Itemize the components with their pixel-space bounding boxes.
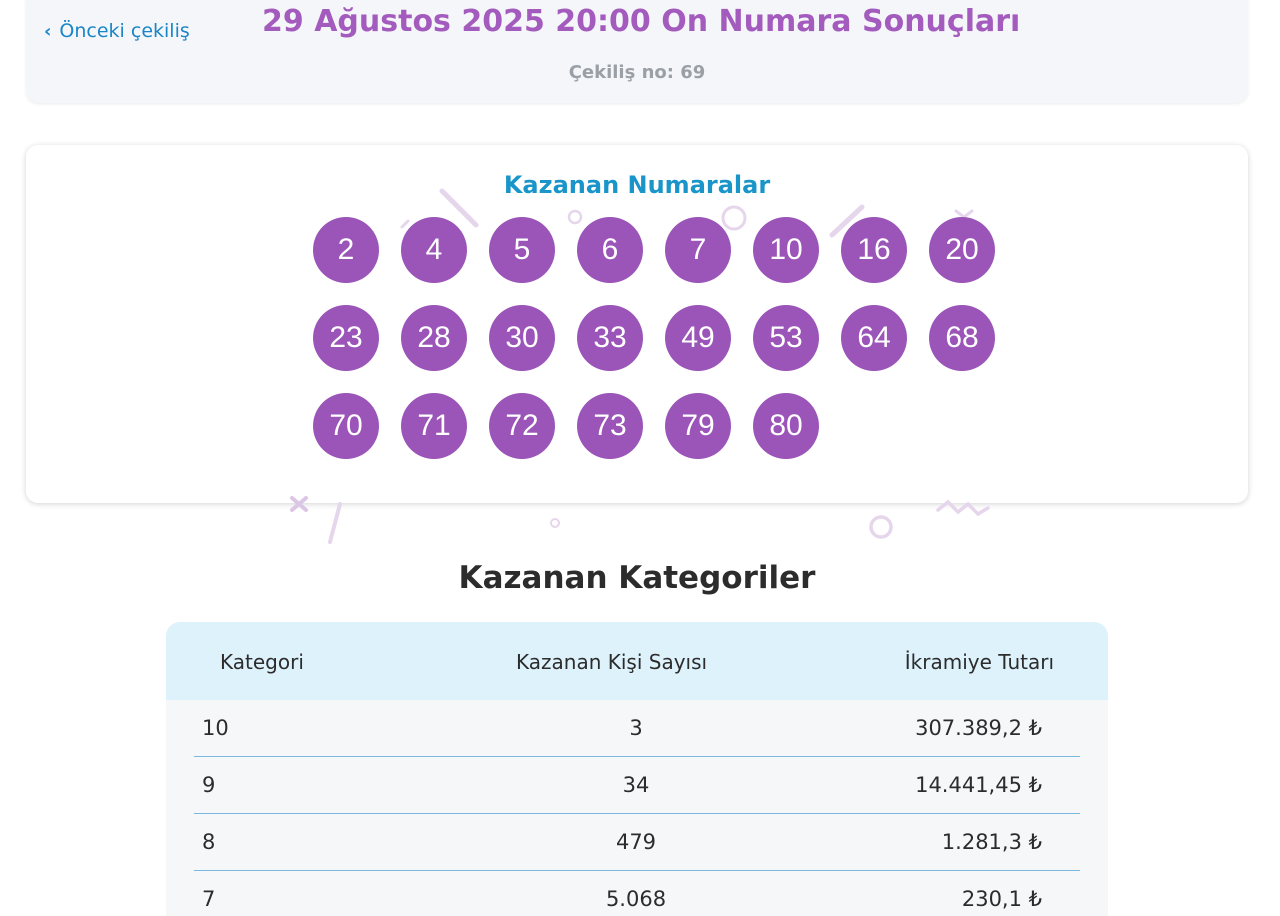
winning-numbers-card: [26, 145, 1248, 503]
number-balls: [313, 217, 1033, 459]
winners-cell: 479: [615, 830, 657, 854]
category-cell: 10: [202, 716, 229, 740]
number-ball: 73: [577, 393, 643, 459]
number-ball: 7: [665, 217, 731, 283]
number-ball: 5: [489, 217, 555, 283]
table-row: [194, 757, 1080, 814]
winners-cell: 34: [622, 773, 650, 797]
table-row: [194, 871, 1080, 916]
number-ball: 80: [753, 393, 819, 459]
number-ball: 33: [577, 305, 643, 371]
number-ball: 2: [313, 217, 379, 283]
categories-table: [166, 622, 1108, 916]
column-header-winners: Kazanan Kişi Sayısı: [516, 650, 708, 674]
amount-cell: 230,1 ₺: [961, 887, 1042, 911]
page-title: 29 Ağustos 2025 20:00 On Numara Sonuçları: [262, 4, 1021, 39]
number-ball: 6: [577, 217, 643, 283]
amount-cell: 307.389,2 ₺: [915, 716, 1042, 740]
number-ball: 4: [401, 217, 467, 283]
number-ball: 68: [929, 305, 995, 371]
previous-draw-link[interactable]: [44, 20, 190, 42]
number-ball: 28: [401, 305, 467, 371]
draw-number: Çekiliş no: 69: [568, 62, 706, 83]
winning-numbers-title: Kazanan Numaralar: [503, 171, 771, 199]
winning-categories-title: Kazanan Kategoriler: [458, 560, 816, 596]
number-ball: 72: [489, 393, 555, 459]
table-header: [166, 622, 1108, 700]
number-ball: 53: [753, 305, 819, 371]
category-cell: 7: [202, 887, 216, 911]
winners-cell: 5.068: [605, 887, 667, 911]
number-ball: 10: [753, 217, 819, 283]
winners-cell: 3: [629, 716, 643, 740]
number-ball: 30: [489, 305, 555, 371]
chevron-left-icon: ‹: [44, 20, 52, 42]
number-ball: 79: [665, 393, 731, 459]
number-ball: 49: [665, 305, 731, 371]
number-ball: 71: [401, 393, 467, 459]
table-row: [194, 700, 1080, 757]
amount-cell: 14.441,45 ₺: [915, 773, 1042, 797]
category-cell: 8: [202, 830, 216, 854]
number-ball: 70: [313, 393, 379, 459]
column-header-category: Kategori: [220, 650, 304, 674]
category-cell: 9: [202, 773, 216, 797]
header-card: [26, 0, 1248, 103]
column-header-amount: İkramiye Tutarı: [904, 650, 1054, 674]
number-ball: 20: [929, 217, 995, 283]
amount-cell: 1.281,3 ₺: [941, 830, 1042, 854]
number-ball: 23: [313, 305, 379, 371]
number-ball: 64: [841, 305, 907, 371]
table-row: [194, 814, 1080, 871]
number-ball: 16: [841, 217, 907, 283]
previous-draw-label: Önceki çekiliş: [59, 20, 190, 42]
